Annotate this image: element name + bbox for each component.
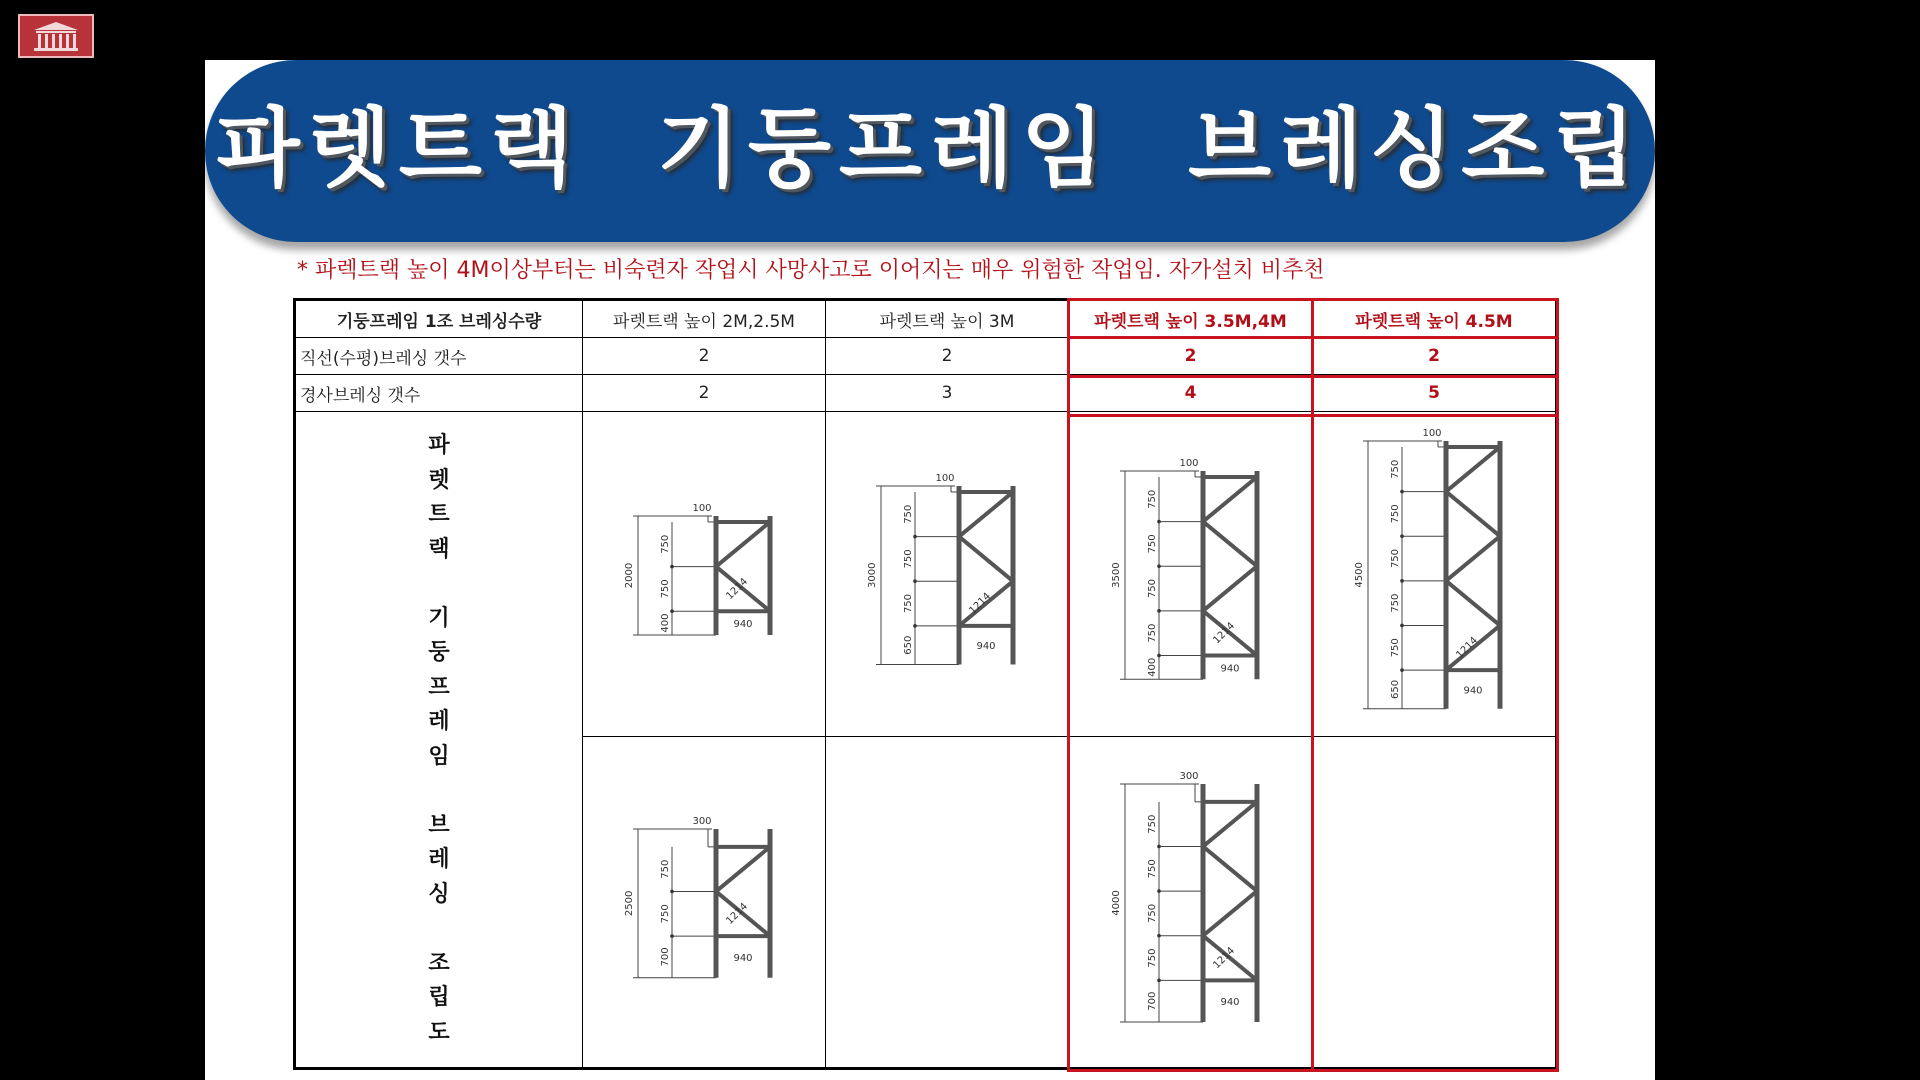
segment-label: 750: [903, 504, 914, 524]
diagonal-brace: [1203, 566, 1257, 611]
header-cell: 파렛트랙 높이 3M: [826, 300, 1069, 338]
diagonal-brace: [959, 536, 1013, 581]
side-char: 조: [428, 950, 450, 976]
side-char: 둥: [428, 640, 450, 665]
diagonal-brace: [1446, 581, 1500, 626]
diagonal-label: 1214: [967, 590, 994, 617]
building-icon: [20, 16, 92, 56]
segment-dot: [913, 579, 917, 583]
width-label: 940: [1463, 685, 1483, 697]
segment-label: 750: [1390, 638, 1401, 658]
diagonal-label: 1214: [724, 575, 751, 602]
diagonal-brace: [1203, 846, 1257, 891]
diagonal-label: 1214: [1210, 620, 1237, 647]
rack-frame-drawing: [837, 458, 1057, 691]
table-cell: 2: [1069, 338, 1313, 375]
diagonal-brace: [716, 846, 770, 891]
segment-label: 750: [1146, 814, 1158, 834]
segment-label: 750: [1146, 903, 1158, 923]
top-offset-label: 100: [1422, 428, 1442, 440]
rack-frame-drawing: [594, 801, 814, 1004]
side-char: 립: [428, 985, 450, 1010]
side-char: 파: [428, 433, 450, 458]
width-label: 940: [1219, 663, 1240, 675]
rack-frame-drawing: [1081, 443, 1301, 705]
segment-label: 750: [1390, 593, 1401, 613]
rack-frame-drawing: [594, 488, 814, 661]
segment-dot: [1400, 624, 1404, 628]
diagonal-label: 1214: [1210, 945, 1237, 972]
header-cell: 기둥프레임 1조 브레싱수량: [295, 300, 583, 338]
drawing-cell: [1069, 412, 1313, 737]
header-cell: 파렛트랙 높이 3.5M,4M: [1069, 300, 1313, 338]
segment-label: 750: [1146, 534, 1158, 554]
segment-label: 650: [903, 635, 914, 655]
segment-dot: [670, 564, 674, 568]
segment-label: 750: [903, 593, 914, 613]
segment-dot: [1157, 979, 1161, 983]
rack-frame-drawing: [1081, 756, 1301, 1048]
segment-label: 750: [1390, 504, 1401, 524]
segment-label: 750: [1146, 948, 1158, 968]
side-char: 임: [428, 743, 450, 769]
segment-dot: [1400, 535, 1404, 539]
segment-dot: [670, 934, 674, 938]
segment-label: 750: [1390, 549, 1401, 569]
side-char: [296, 567, 582, 602]
diagonal-brace: [1203, 802, 1257, 847]
diagonal-brace: [1446, 447, 1500, 492]
table-row: [295, 338, 1557, 375]
highlight-divider: [1067, 375, 1559, 378]
drawing-cell: [826, 737, 1069, 1069]
segment-label: 750: [1146, 489, 1158, 509]
drawing-cell: [1313, 412, 1557, 737]
width-label: 940: [976, 640, 996, 652]
drawing-cell: [583, 737, 826, 1069]
segment-dot: [1157, 609, 1161, 613]
segment-dot: [1400, 579, 1404, 583]
row-label: 경사브레싱 갯수: [295, 375, 583, 412]
segment-dot: [913, 535, 917, 539]
top-offset-label: 100: [1178, 457, 1199, 469]
header-cell: 파렛트랙 높이 2M,2.5M: [583, 300, 826, 338]
highlight-divider: [1067, 414, 1559, 417]
side-char: 랙: [428, 536, 450, 562]
side-char: 도: [428, 1019, 450, 1045]
side-char: 브: [428, 812, 450, 838]
segment-label: 750: [903, 549, 914, 569]
page-title: 파렛트랙 기둥프레임 브레싱조립: [216, 99, 1644, 199]
table-row: [295, 375, 1557, 412]
table-cell: 5: [1313, 375, 1557, 412]
segment-label: 750: [1390, 459, 1401, 479]
segment-dot: [1157, 564, 1161, 568]
drawing-cell: [583, 412, 826, 737]
width-label: 940: [733, 618, 753, 630]
segment-dot: [1400, 490, 1404, 494]
top-offset-label: 100: [935, 472, 955, 484]
width-label: 940: [1219, 997, 1240, 1009]
segment-label: 750: [660, 534, 671, 554]
segment-label: 750: [1146, 578, 1158, 598]
header-row: [295, 300, 1557, 338]
table-cell: 2: [583, 338, 826, 375]
width-label: 940: [733, 952, 753, 964]
segment-dot: [1157, 845, 1161, 849]
table-cell: 2: [826, 338, 1069, 375]
diagonal-brace: [1203, 477, 1257, 522]
diagonal-label: 1214: [1454, 635, 1481, 662]
side-char: 레: [428, 847, 450, 872]
diagonal-brace: [1446, 492, 1500, 537]
drawing-cell: [826, 412, 1069, 737]
row-label: 직선(수평)브레싱 갯수: [295, 338, 583, 375]
warning-note: * 파렉트랙 높이 4M이상부터는 비숙련자 작업시 사망사고로 이어지는 매우 위험한 작업임. 자가설치 비추천: [297, 258, 1325, 283]
side-char: 렛: [428, 467, 450, 493]
diagonal-brace: [1203, 521, 1257, 566]
diagonal-brace: [1446, 536, 1500, 581]
drawing-row: [295, 412, 1557, 737]
slide: [205, 60, 1655, 1080]
segment-dot: [1157, 654, 1161, 658]
segment-label: 750: [1146, 623, 1158, 643]
header-cell: 파렛트랙 높이 4.5M: [1313, 300, 1557, 338]
channel-logo: [18, 14, 94, 58]
segment-dot: [1157, 889, 1161, 893]
diagonal-brace: [1203, 891, 1257, 936]
table-cell: 2: [583, 375, 826, 412]
segment-label: 750: [1146, 859, 1158, 879]
highlight-divider: [1067, 336, 1559, 339]
height-label: 3500: [1110, 562, 1122, 588]
height-label: 2500: [624, 890, 635, 916]
side-char: 트: [428, 502, 450, 527]
top-offset-label: 300: [692, 815, 712, 827]
segment-label: 400: [1146, 657, 1158, 677]
segment-label: 650: [1390, 679, 1401, 700]
table-cell: 3: [826, 375, 1069, 412]
side-char: 레: [428, 709, 450, 734]
table-cell: 4: [1069, 375, 1313, 412]
side-label: [295, 412, 583, 1069]
title-banner: [205, 60, 1655, 242]
segment-dot: [670, 889, 674, 893]
drawing-cell: [1069, 737, 1313, 1069]
diagonal-brace: [716, 521, 770, 566]
height-label: 4000: [1110, 890, 1122, 916]
segment-label: 700: [1146, 991, 1158, 1011]
height-label: 4500: [1354, 562, 1365, 588]
top-offset-label: 300: [1178, 771, 1199, 782]
segment-dot: [913, 624, 917, 628]
segment-label: 400: [660, 613, 671, 633]
segment-label: 750: [660, 903, 671, 923]
segment-dot: [1157, 934, 1161, 938]
segment-label: 750: [660, 859, 671, 879]
segment-dot: [670, 609, 674, 613]
diagonal-label: 1214: [724, 900, 751, 927]
segment-dot: [1157, 520, 1161, 524]
segment-label: 750: [660, 578, 671, 598]
drawing-cell: [1313, 737, 1557, 1069]
rack-frame-drawing: [1324, 413, 1544, 735]
height-label: 3000: [867, 562, 878, 588]
top-offset-label: 100: [692, 502, 712, 514]
segment-label: 700: [660, 947, 671, 967]
table-cell: 2: [1313, 338, 1557, 375]
diagonal-brace: [959, 492, 1013, 537]
segment-dot: [1400, 668, 1404, 672]
side-char: 기: [428, 605, 450, 631]
side-char: [296, 774, 582, 809]
height-label: 2000: [624, 562, 635, 588]
side-char: 싱: [428, 881, 450, 907]
side-char: 프: [428, 674, 450, 700]
side-char: [296, 912, 582, 947]
